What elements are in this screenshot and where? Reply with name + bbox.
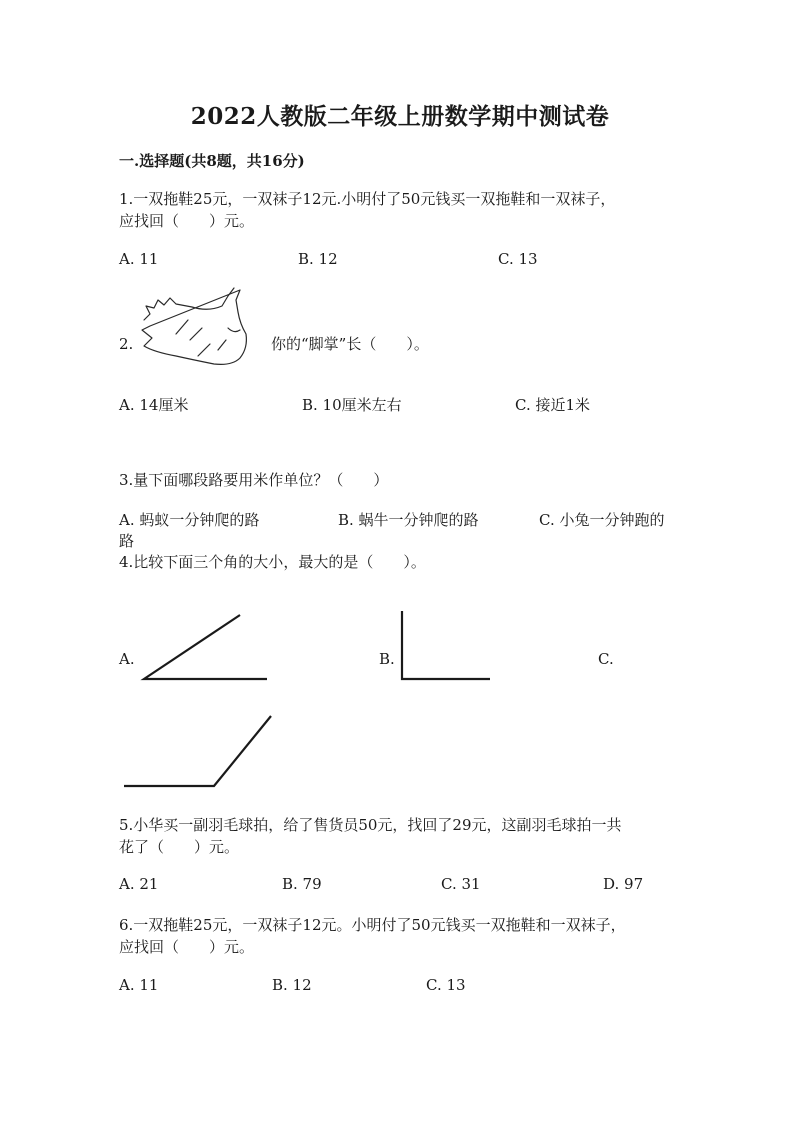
question-5-line-1: 5.小华买一副羽毛球拍，给了售货员50元，找回了29元，这副羽毛球拍一共 bbox=[119, 816, 622, 834]
question-2-number: 2. bbox=[119, 335, 134, 353]
question-6-line-1: 6.一双拖鞋25元，一双袜子12元。小明付了50元钱买一双拖鞋和一双袜子， bbox=[119, 916, 626, 934]
question-1-option-b[interactable]: B. 12 bbox=[298, 250, 338, 268]
question-4-line-1: 4.比较下面三个角的大小，最大的是（ ）。 bbox=[119, 553, 426, 571]
question-1-option-a[interactable]: A. 11 bbox=[119, 250, 159, 268]
question-5-option-c[interactable]: C. 31 bbox=[441, 875, 481, 893]
question-1-line-1: 1.一双拖鞋25元，一双袜子12元.小明付了50元钱买一双拖鞋和一双袜子， bbox=[119, 190, 616, 208]
question-3-line-1: 3.量下面哪段路要用米作单位？（ ） bbox=[119, 471, 389, 489]
question-2-text: 你的“脚掌”长（ ）。 bbox=[271, 335, 429, 353]
question-5-option-b[interactable]: B. 79 bbox=[282, 875, 322, 893]
question-2-option-c[interactable]: C. 接近1米 bbox=[515, 396, 591, 414]
question-2-option-b[interactable]: B. 10厘米左右 bbox=[302, 396, 402, 414]
page-title: 2022人教版二年级上册数学期中测试卷 bbox=[190, 103, 610, 130]
question-6-line-2: 应找回（ ）元。 bbox=[119, 938, 255, 956]
question-3-option-c[interactable]: C. 小兔一分钟跑的 bbox=[539, 511, 665, 529]
question-1-line-2: 应找回（ ）元。 bbox=[119, 212, 255, 230]
question-2-option-a[interactable]: A. 14厘米 bbox=[119, 396, 189, 414]
question-3-option-c-wrap: 路 bbox=[119, 532, 135, 550]
question-6-option-b[interactable]: B. 12 bbox=[272, 976, 312, 994]
question-4-option-c[interactable]: C. bbox=[598, 650, 614, 668]
question-5-option-a[interactable]: A. 21 bbox=[119, 875, 159, 893]
question-1-option-c[interactable]: C. 13 bbox=[498, 250, 538, 268]
question-5-line-2: 花了（ ）元。 bbox=[119, 838, 240, 856]
question-3-option-b[interactable]: B. 蜗牛一分钟爬的路 bbox=[338, 511, 479, 529]
question-5-option-d[interactable]: D. 97 bbox=[603, 875, 644, 893]
section-heading: 一.选择题(共8题，共16分) bbox=[119, 152, 305, 170]
question-6-option-c[interactable]: C. 13 bbox=[426, 976, 466, 994]
question-3-option-a[interactable]: A. 蚂蚁一分钟爬的路 bbox=[119, 511, 260, 529]
question-6-option-a[interactable]: A. 11 bbox=[119, 976, 159, 994]
question-4-option-b[interactable]: B. bbox=[379, 650, 395, 668]
question-4-option-a[interactable]: A. bbox=[119, 650, 135, 668]
